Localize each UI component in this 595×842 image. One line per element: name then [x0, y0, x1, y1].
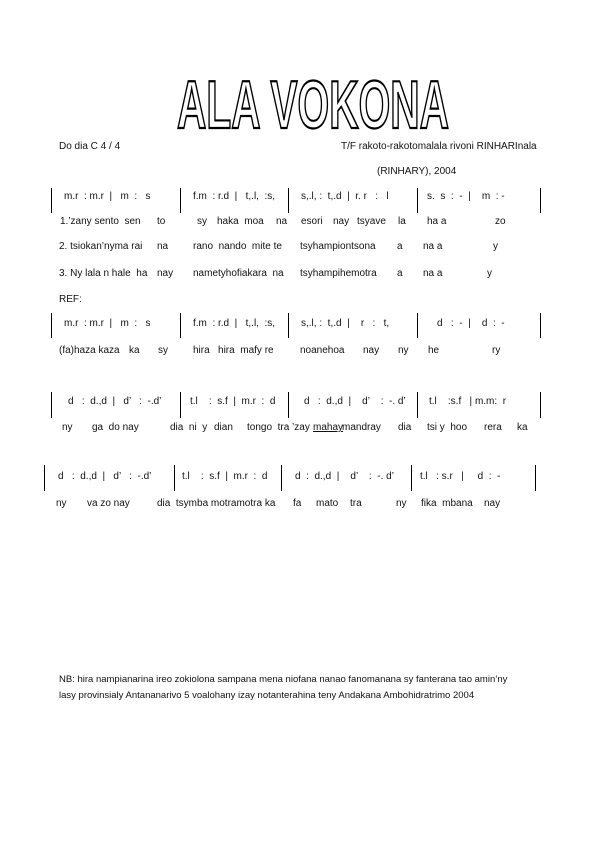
- lyric-syllable: la: [398, 216, 406, 227]
- solfa-measure: t.l :s.f | m.m: r: [429, 396, 507, 407]
- solfa-measure: d : d.,d | d’ : -. d’: [295, 471, 394, 482]
- solfa-measure: f.m : r.d | t,.l, :s,: [193, 191, 276, 202]
- solfa-measure: s,.l, : t,.d | r. r : l: [301, 191, 389, 202]
- lyric-syllable: to: [157, 216, 166, 227]
- lyric-syllable: nay: [363, 345, 380, 356]
- barline: [180, 313, 181, 338]
- lyric-syllable: fika mbana: [421, 498, 473, 509]
- footnote-line-1: NB: hira nampianarina ireo zokiolona sampana mena niofana nanao fanomanana sy fanterana tao amin’ny: [59, 674, 508, 685]
- solfa-measure: d : d.,d | d’ : -. d’: [304, 396, 406, 407]
- lyric-syllable: hira hira mafy re: [193, 345, 274, 356]
- barline: [417, 313, 418, 338]
- solfa-measure: t.l : s.r | d : -: [420, 471, 501, 482]
- barline: [51, 313, 52, 338]
- lyric-syllable: tsyhampiontsona: [300, 241, 376, 252]
- lyric-syllable: nay: [157, 268, 174, 279]
- lyric-syllable: ry: [492, 345, 501, 356]
- barline: [174, 465, 175, 491]
- barline: [288, 188, 289, 213]
- solfa-measure: d : d.,d | d’ : -.d’: [58, 471, 152, 482]
- solfa-measure: d : - | d : -: [437, 318, 505, 329]
- lyric-syllable: na a: [423, 268, 443, 279]
- barline: [540, 313, 541, 338]
- lyric-syllable: ka: [517, 422, 528, 433]
- barline: [540, 392, 541, 418]
- lyric-syllable: esori: [301, 216, 323, 227]
- lyric-syllable-underlined: mahay: [313, 422, 344, 433]
- lyric-syllable: sy: [158, 345, 168, 356]
- lyric-syllable: y: [487, 268, 492, 279]
- lyric-syllable: ny: [398, 345, 409, 356]
- lyric-syllable: y: [493, 241, 498, 252]
- lyric-syllable: tongo tra ’zay: [247, 422, 310, 433]
- lyric-syllable: dian: [214, 422, 233, 433]
- lyric-syllable: he: [428, 345, 440, 356]
- lyric-syllable: dia ni y: [170, 422, 208, 433]
- solfa-measure: d : d.,d | d’ : -.d’: [68, 396, 162, 407]
- lyric-syllable: zo: [495, 216, 506, 227]
- lyric-syllable: a: [397, 241, 403, 252]
- lyric-syllable: ny: [396, 498, 407, 509]
- lyric-syllable: haka moa: [217, 216, 264, 227]
- solfa-measure: s. s : - | m : -: [427, 191, 505, 202]
- refrain-label: REF:: [59, 294, 82, 305]
- lyric-syllable: tsyave: [357, 216, 386, 227]
- lyric-syllable: ka: [129, 345, 140, 356]
- lyric-syllable: 1.’zany sento sen: [60, 216, 141, 227]
- lyric-syllable: dia: [398, 422, 412, 433]
- lyric-syllable: na: [276, 216, 288, 227]
- lyric-syllable: nay: [333, 216, 350, 227]
- lyric-syllable: tsi y hoo: [427, 422, 468, 433]
- title-text: ALA VOKONA: [177, 67, 449, 142]
- solfa-measure: t.l : s.f | m.r : d: [182, 471, 268, 482]
- footnote-line-2: lasy provinsialy Antananarivo 5 voalohany izay notanterahina teny Andakana Ambohidratrimo 2004: [59, 690, 475, 701]
- barline: [44, 465, 45, 491]
- lyric-syllable: ha a: [427, 216, 447, 227]
- lyric-syllable: rera: [484, 422, 502, 433]
- solfa-measure: m.r : m.r | m : s: [64, 191, 151, 202]
- lyric-syllable: ny: [56, 498, 67, 509]
- barline: [51, 392, 52, 418]
- solfa-measure: t.l : s.f | m.r : d: [190, 396, 276, 407]
- lyric-syllable: sy: [197, 216, 207, 227]
- lyric-syllable: 2. tsiokan’nyma rai: [59, 241, 143, 252]
- lyric-syllable: fa: [293, 498, 302, 509]
- solfa-measure: m.r : m.r | m : s: [64, 318, 151, 329]
- solfa-measure: s,.l, : t,.d | r : t,: [301, 318, 390, 329]
- lyric-syllable: va zo nay: [87, 498, 130, 509]
- lyric-syllable: a: [397, 268, 403, 279]
- lyric-syllable: ny: [62, 422, 73, 433]
- lyric-syllable: rano nando mite te: [193, 241, 282, 252]
- barline: [411, 465, 412, 491]
- barline: [288, 313, 289, 338]
- key-time-signature: Do dia C 4 / 4: [59, 141, 121, 152]
- barline: [180, 188, 181, 213]
- barline: [180, 392, 181, 418]
- barline: [288, 392, 289, 418]
- author-line-2: (RINHARY), 2004: [377, 166, 457, 177]
- lyric-syllable: noanehoa: [300, 345, 345, 356]
- barline: [535, 465, 536, 491]
- lyric-syllable: nay: [484, 498, 501, 509]
- lyric-syllable: mandray: [342, 422, 381, 433]
- barline: [417, 188, 418, 213]
- lyric-syllable: mato: [316, 498, 339, 509]
- barline: [281, 465, 282, 491]
- author-line-1: T/F rakoto-rakotomalala rivoni RINHARInala: [341, 141, 537, 152]
- barline: [417, 392, 418, 418]
- barline: [540, 188, 541, 213]
- lyric-syllable: tra: [350, 498, 362, 509]
- lyric-syllable: nametyhofiakara na: [193, 268, 284, 279]
- lyric-syllable: ga do nay: [92, 422, 139, 433]
- lyric-syllable: na: [157, 241, 169, 252]
- page-title: [0, 62, 595, 142]
- lyric-syllable: (fa)haza kaza: [59, 345, 120, 356]
- lyric-syllable: dia tsymba motramotra ka: [157, 498, 276, 509]
- lyric-syllable: na a: [423, 241, 443, 252]
- solfa-measure: f.m : r.d | t,.l, :s,: [193, 318, 276, 329]
- lyric-syllable: tsyhampihemotra: [300, 268, 377, 279]
- lyric-syllable: 3. Ny lala n hale ha: [59, 268, 148, 279]
- barline: [51, 188, 52, 213]
